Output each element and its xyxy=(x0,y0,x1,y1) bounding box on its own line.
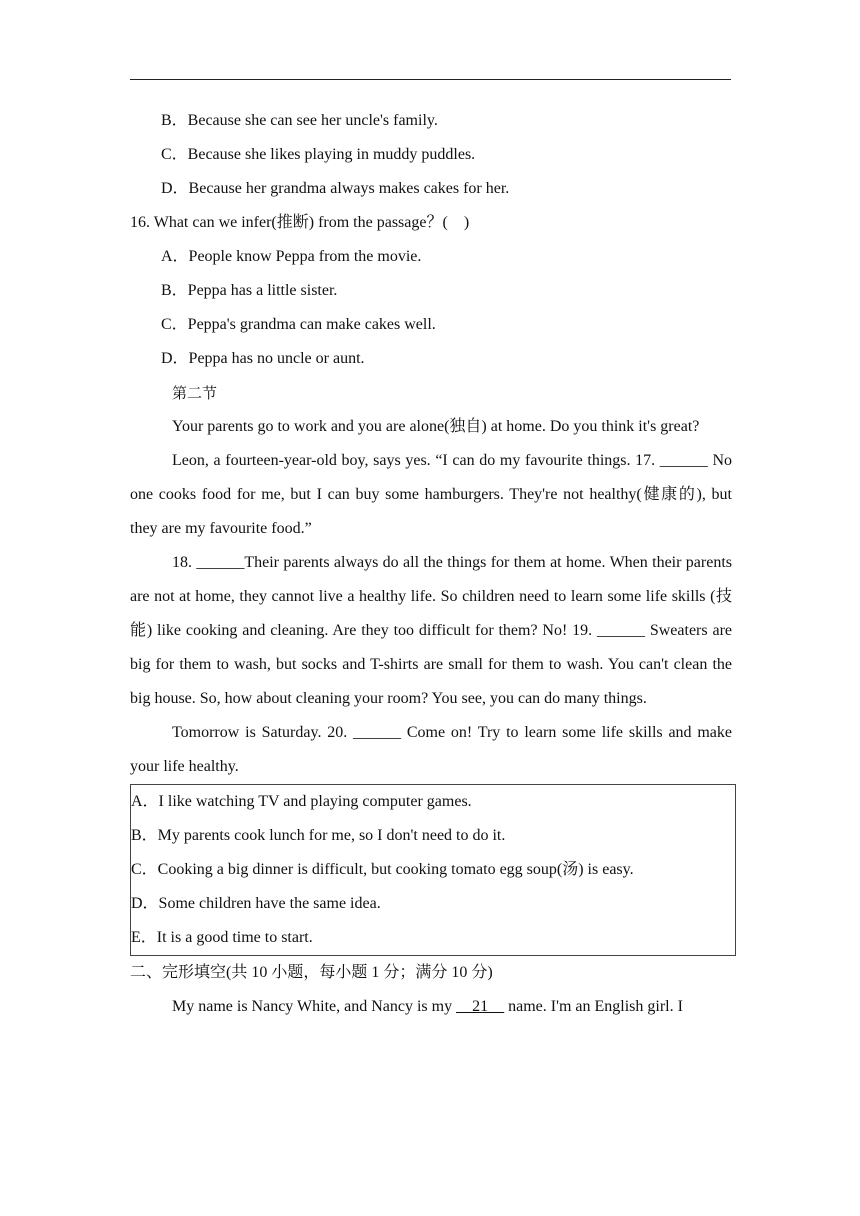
q16-option-a: A．People know Peppa from the movie. xyxy=(161,248,422,265)
passage-paragraph-1: Your parents go to work and you are alone(独自) at home. Do you think it's great? xyxy=(172,418,700,435)
q15-option-c: C．Because she likes playing in muddy puddles. xyxy=(161,146,476,163)
box-option-c: C．Cooking a big dinner is difficult, but cooking tomato egg soup(汤) is easy. xyxy=(131,861,634,878)
cloze-intro-after: name. I'm an English girl. I xyxy=(504,998,683,1015)
q15-option-d: D．Because her grandma always makes cakes for her. xyxy=(161,180,510,197)
box-option-b: B．My parents cook lunch for me, so I don't need to do it. xyxy=(131,827,506,844)
page-content xyxy=(130,104,732,1024)
passage-paragraph-2: Leon, a fourteen-year-old boy, says yes. “I can do my favourite things. 17. ______ No one cooks food for me, but I can buy some hamburgers. They're not healthy(健康的), but they are my favourite food.” xyxy=(130,452,732,537)
q16-option-d: D．Peppa has no uncle or aunt. xyxy=(161,350,365,367)
q16-stem: 16. What can we infer(推断) from the passage？( ) xyxy=(130,214,470,231)
section-title: 第二节 xyxy=(172,384,218,402)
cloze-blank-21: __21__ xyxy=(456,998,505,1015)
cloze-intro-before: My name is Nancy White, and Nancy is my xyxy=(172,998,457,1015)
q15-option-b: B．Because she can see her uncle's family. xyxy=(161,112,438,129)
passage-paragraph-3: 18. ______Their parents always do all the things for them at home. When their parents are not at home, they cannot live a healthy life. So children need to learn some life skills (技能) like cooking and cleaning. Are they too difficult for them? No! 19. ______ Sweaters are big for them to wash, but socks and T-shirts are small for them to wash. You can't clean the big house. So, how about cleaning your room? You see, you can do many things. xyxy=(130,554,732,707)
answer-options-box xyxy=(130,784,736,956)
box-option-d: D．Some children have the same idea. xyxy=(131,895,381,912)
passage-paragraph-4: Tomorrow is Saturday. 20. ______ Come on! Try to learn some life skills and make your life healthy. xyxy=(130,724,732,775)
cloze-intro xyxy=(130,990,732,1024)
box-option-a: A．I like watching TV and playing computer games. xyxy=(131,793,472,810)
part2-heading: 二、完形填空(共 10 小题，每小题 1 分；满分 10 分) xyxy=(130,964,493,981)
q16-option-c: C．Peppa's grandma can make cakes well. xyxy=(161,316,436,333)
box-option-e: E．It is a good time to start. xyxy=(131,929,313,946)
q16-option-b: B．Peppa has a little sister. xyxy=(161,282,338,299)
header-rule xyxy=(130,79,731,80)
